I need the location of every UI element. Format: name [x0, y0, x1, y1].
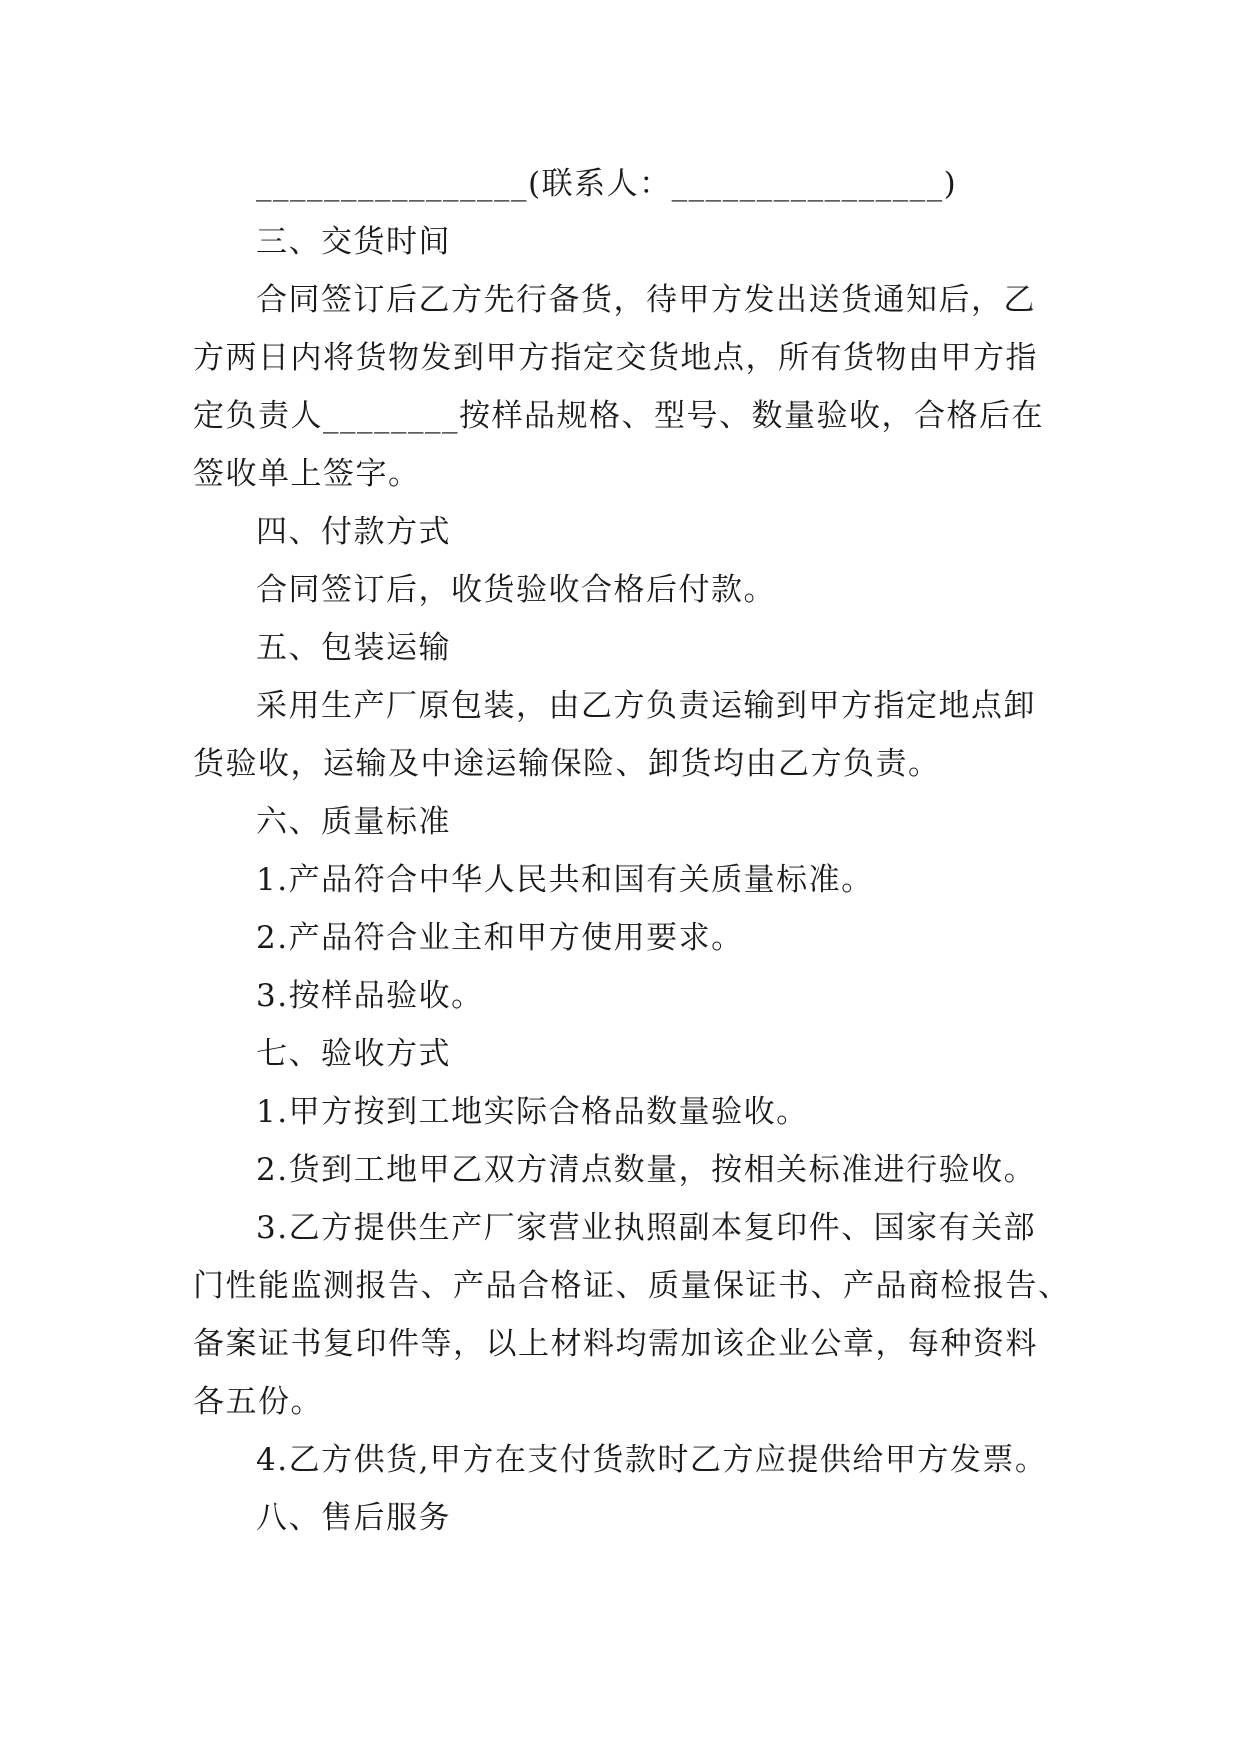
- list-item: 2.货到工地甲乙双方清点数量，按相关标准进行验收。: [256, 1152, 1037, 1188]
- section-heading-delivery-time: 三、交货时间: [256, 224, 451, 260]
- paragraph-line: 合同签订后，收货验收合格后付款。: [256, 572, 776, 608]
- paragraph-line: 签收单上签字。: [193, 456, 421, 492]
- contact-blank-line: ________________(联系人：________________): [256, 166, 958, 202]
- section-heading-quality: 六、质量标准: [256, 804, 451, 840]
- paragraph-line: 备案证书复印件等，以上材料均需加该企业公章，每种资料: [193, 1326, 1038, 1362]
- list-item: 1.产品符合中华人民共和国有关质量标准。: [256, 862, 874, 898]
- section-heading-acceptance: 七、验收方式: [256, 1036, 451, 1072]
- list-item: 4.乙方供货,甲方在支付货款时乙方应提供给甲方发票。: [256, 1442, 1048, 1478]
- list-item: 1.甲方按到工地实际合格品数量验收。: [256, 1094, 809, 1130]
- paragraph-line: 货验收，运输及中途运输保险、卸货均由乙方负责。: [193, 746, 941, 782]
- section-heading-packaging: 五、包装运输: [256, 630, 451, 666]
- paragraph-line: 定负责人________按样品规格、型号、数量验收，合格后在: [193, 398, 1044, 434]
- list-item: 3.乙方提供生产厂家营业执照副本复印件、国家有关部: [256, 1210, 1037, 1246]
- section-heading-after-sales: 八、售后服务: [256, 1500, 451, 1536]
- paragraph-line: 门性能监测报告、产品合格证、质量保证书、产品商检报告、: [193, 1268, 1071, 1304]
- paragraph-line: 采用生产厂原包装，由乙方负责运输到甲方指定地点卸: [256, 688, 1036, 724]
- paragraph-line: 各五份。: [193, 1384, 323, 1420]
- list-item: 3.按样品验收。: [256, 978, 484, 1014]
- paragraph-line: 方两日内将货物发到甲方指定交货地点，所有货物由甲方指: [193, 340, 1038, 376]
- paragraph-line: 合同签订后乙方先行备货，待甲方发出送货通知后，乙: [256, 282, 1036, 318]
- list-item: 2.产品符合业主和甲方使用要求。: [256, 920, 744, 956]
- section-heading-payment: 四、付款方式: [256, 514, 451, 550]
